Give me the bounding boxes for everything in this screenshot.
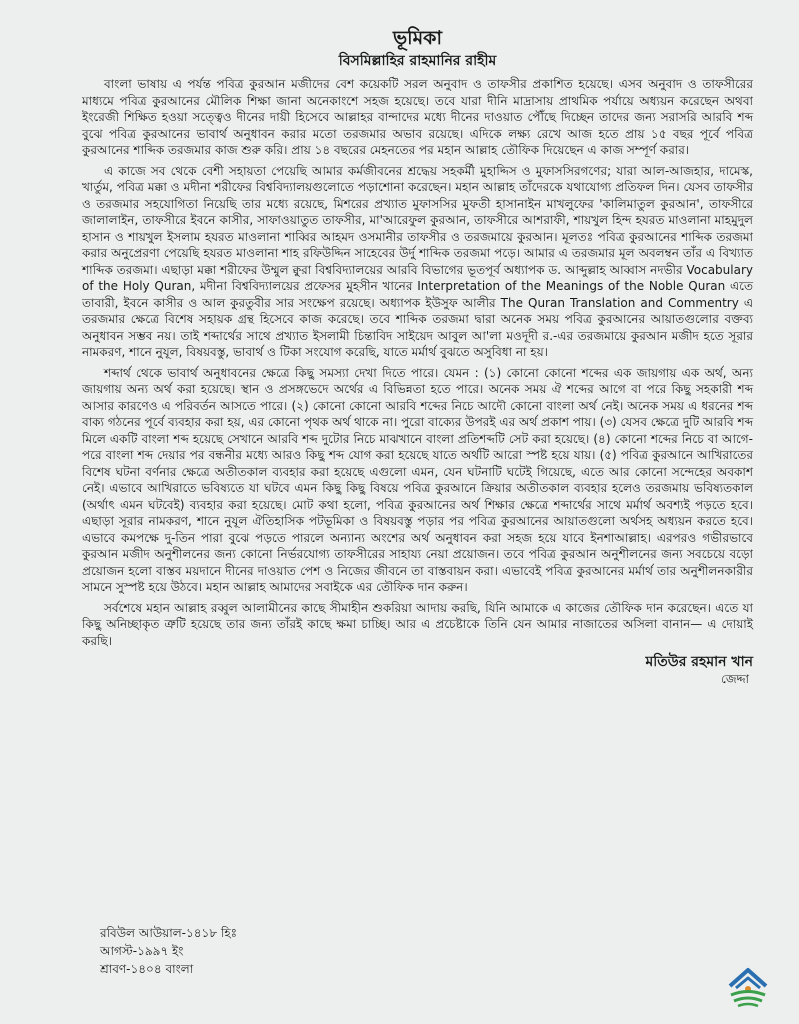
date-block xyxy=(100,924,237,978)
page-title: ভূমিকা xyxy=(393,27,442,49)
paragraph-1: বাংলা ভাষায় এ পর্যন্ত পবিত্র কুরআন মজীদের বেশ কয়েকটি সরল অনুবাদ ও তাফসীর প্রকাশিত হয়েছে। এসব অনুবাদ ও তাফসীরের মাধ্যমে পবিত্র কুরআনের মৌলিক শিক্ষা জানা অনেকাংশে সহজ হয়েছে। তবে যারা দীনি মাদ্রাসায় প্রাথমিক পর্যায়ে অধ্যয়ন করেছেন অথবা ইংরেজী শিক্ষিত হওয়া সত্ত্বেও দীনের দায়ী হিসেবে আল্লাহর বান্দাদের মধ্যে দীনের দাওয়াত পৌঁছে দিচ্ছেন তাদের জন্য সরাসরি আরবি শব্দ বুঝে পবিত্র কুরআনের ভাবার্থ অনুধাবন করার মতো তরজমার অভাব রয়েছে। এদিকে লক্ষ্য রেখে আজ হতে প্রায় ১৫ বছর পূর্বে পবিত্র কুরআনের শাব্দিক তরজমার কাজ শুরু করি। প্রায় ১৪ বছরের মেহনতের পর মহান আল্লাহ তৌফিক দিয়েছেন এ কাজ সম্পূর্ণ করার। xyxy=(82,77,753,157)
date-hijri: রবিউল আউয়াল-১৪১৮ হিঃ xyxy=(100,926,238,940)
bismillah-subtitle: বিসমিল্লাহির রাহমানির রাহীম xyxy=(338,53,497,69)
paragraph-2: এ কাজে সব থেকে বেশী সহায়তা পেয়েছি আমার কর্মজীবনের শ্রদ্ধেয় সহকর্মী মুহাদ্দিস ও মুফাসসিরগণের; যারা আল-আজহার, দামেস্ক, খার্তুম, পবিত্র মক্কা ও মদীনা শরীফের বিশ্ববিদ্যালয়গুলোতে পড়াশোনা করেছেন। মহান আল্লাহ তাঁদেরকে যথাযোগ্য প্রতিফল দিন। যেসব তাফসীর ও তরজমার সহযোগিতা নিয়েছি তার মধ্যে রয়েছে, মিশরের প্রখ্যাত মুফাসসির মুফতী হাসানাইন মাখলুফের 'কালিমাতুল কুরআন', তাফসীরে জালালাইন, তাফসীরে ইবনে কাসীর, সাফাওয়াতুত তাফসীর, মা'আরেফুল কুরআন, তাফসীরে আশরাফী, শায়খুল হিন্দ হযরত মাওলানা মাহমুদুল হাসান ও শায়খুল ইসলাম হযরত মাওলানা শাব্বির আহমদ ওসমানীর তাফসীর ও তরজমায়ে কুরআন। মূলতঃ পবিত্র কুরআনের শাব্দিক তরজমা করার অনুপ্রেরণা পেয়েছি হযরত মাওলানা শাহ রফিউদ্দিন সাহেবের উর্দু শাব্দিক তরজমা পড়ে। আমার এ তরজমার মূল অবলম্বন তাঁর এ বিখ্যাত শাব্দিক তরজমা। এছাড়া মক্কা শরীফের উম্মুল ক্বুরা বিশ্ববিদ্যালয়ের আরবি বিভাগের ভূতপূর্ব অধ্যাপক ড. আব্দুল্লাহ আব্বাস নদভীর Vocabulary of the Holy Quran, মদীনা বিশ্ববিদ্যালয়ের প্রফেসর মুহসীন খানের Interpretation of the Meanings of the Noble Quran এতে তাবারী, ইবনে কাসীর ও আল কুরতুবীর সার সংক্ষেপ রয়েছে। অধ্যাপক ইউসুফ আলীর The Quran Translation and Commentry এ তরজমার ক্ষেত্রে বিশেষ সহায়ক গ্রন্থ হিসেবে কাজ করেছে। তবে শাব্দিক তরজমা দ্বারা অনেক সময় পবিত্র কুরআনের আয়াতগুলোর বক্তব্য অনুধাবন সম্ভব নয়। তাই শব্দার্থের সাথে প্রখ্যাত ইসলামী চিন্তাবিদ সাইয়েদ আবুল আ'লা মওদূদী র.-এর তরজমায়ে কুরআন মজীদ হতে সূরার নামকরণ, শানে নুযূল, বিষয়বস্তু, ভাবার্থ ও টিকা সংযোগ করেছি, যাতে মর্মার্থ বুঝতে অসুবিধা না হয়। xyxy=(82,163,753,359)
author-location: জেদ্দা xyxy=(721,672,749,686)
paragraph-4: সর্বশেষে মহান আল্লাহ রব্বুল আলামীনের কাছে সীমাহীন শুকরিয়া আদায় করছি, যিনি আমাকে এ কাজের তৌফিক দান করেছেন। এতে যা কিছু অনিচ্ছাকৃত ত্রুটি হয়েছে তার জন্য তাঁরই কাছে ক্ষমা চাচ্ছি। আর এ প্রচেষ্টাকে তিনি যেন আমার নাজাতের অসিলা বানান— এ দোয়াই করছি। xyxy=(82,600,753,648)
paragraph-3: শব্দার্থ থেকে ভাবার্থ অনুধাবনের ক্ষেত্রে কিছু সমস্যা দেখা দিতে পারে। যেমন : (১) কোনো কোনো শব্দের এক জায়গায় এক অর্থ, অন্য জায়গায় অন্য অর্থ করা হয়েছে। স্থান ও প্রসঙ্গভেদে অর্থের এ বিভিন্নতা হতে পারে। অনেক সময় ঐ শব্দের আগে বা পরে কিছু সহকারী শব্দ আসার কারণেও এ পরিবর্তন আসতে পারে। (২) কোনো কোনো আরবি শব্দের নিচে আদৌ কোনো বাংলা অর্থ নেই। অনেক সময় এ ধরনের শব্দ বাক্য গঠনের পূর্বে ব্যবহার করা হয়, এর কোনো পৃথক অর্থ থাকে না। পুরো বাক্যের উপরই এর অর্থ প্রকাশ পায়। (৩) যেসব ক্ষেত্রে দুটি আরবি শব্দ মিলে একটি বাংলা শব্দ হয়েছে সেখানে আরবি শব্দ দুটোর নিচে মাঝখানে বাংলা প্রতিশব্দটি সেট করা হয়েছে। (৪) কোনো শব্দের নিচে বা আগে-পরে বাংলা শব্দ দেয়ার পর বন্ধনীর মধ্যে আরও কিছু শব্দ যোগ করা হয়েছে যাতে অর্থটি আরো স্পষ্ট হয়ে যায়। (৫) পবিত্র কুরআনে আখিরাতের বিশেষ ঘটনা বর্ণনার ক্ষেত্রে অতীতকাল ব্যবহার করা হয়েছে এগুলো এমন, যেন ঘটনাটি ঘটেই গিয়েছে, এতে আর কোনো সন্দেহের অবকাশ নেই। এভাবে আখিরাতে ভবিষ্যতে যা ঘটবে এমন কিছু কিছু বিষয়ে পবিত্র কুরআনে ক্রিয়ার অতীতকাল ব্যবহার হলেও তরজমায় ভবিষ্যতকাল (অর্থাৎ এমন ঘটবেই) ব্যবহার করা হয়েছে। মোট কথা হলো, পবিত্র কুরআনের অর্থ শিক্ষার ক্ষেত্রে শব্দার্থের সাথে মর্মার্থ অবশ্যই পড়তে হবে। এছাড়া সূরার নামকরণ, শানে নুযূল ঐতিহাসিক পটভূমিকা ও বিষয়বস্তু পড়ার পর পবিত্র কুরআনের আয়াতগুলো অর্থসহ অধ্যয়ন করতে হবে। এভাবে কমপক্ষে দু-তিন পারা বুঝে পড়তে পারলে অন্যান্য অংশের অর্থ অনুধাবন করা সহজ হয়ে যাবে ইনশাআল্লাহ। এরপরও গভীরভাবে কুরআন মজীদ অনুশীলনের জন্য কোনো নির্ভরযোগ্য তাফসীরের সাহায্য নেয়া প্রয়োজন। তবে পবিত্র কুরআন অনুশীলনের জন্য সবচেয়ে বড়ো প্রয়োজন হলো বাস্তব ময়দানে দীনের দাওয়াত পেশ ও নিজের জীবনে তা বাস্তবায়ন করা। এভাবেই পবিত্র কুরআনের মর্মার্থ তার অনুশীলনকারীর সামনে সুস্পষ্ট হয়ে উঠবে। মহান আল্লাহ আমাদের সবাইকে এর তৌফিক দান করুন। xyxy=(82,365,753,594)
date-bangla: শ্রাবণ-১৪০৪ বাংলা xyxy=(100,962,194,976)
author-name: মতিউর রহমান খান xyxy=(645,654,753,670)
date-gregorian: আগস্ট-১৯৯৭ ইং xyxy=(100,944,184,958)
publisher-logo-icon xyxy=(725,964,771,1010)
